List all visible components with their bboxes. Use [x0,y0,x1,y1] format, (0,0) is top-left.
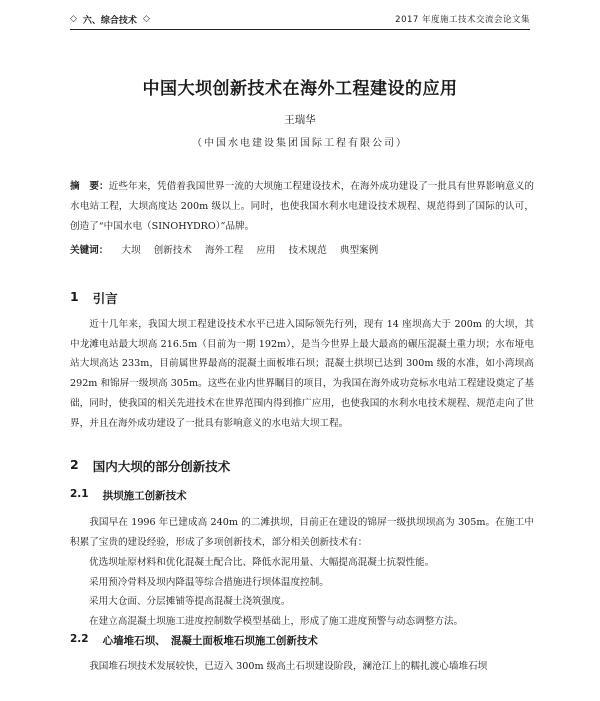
author-name: 王瑞华 [284,114,316,126]
keyword: 典型案例 [339,245,379,256]
paper-title: 中国大坝创新技术在海外工程建设的应用 [142,79,458,99]
abstract-text: 近些年来，凭借着我国世界一流的大坝施工程建设技术，在海外成功建设了一批具有世界影响意义的水电站工程，大坝高度达 200m 级以上。同时，也使我国水利水电建设技术规程、规范得到了国际的认可，创造了“中国水电（SINOHYDRO）”品牌。 [70,181,535,232]
author-affiliation: （中国水电建设集团国际工程有限公司） [192,138,408,149]
keyword: 应用 [256,245,276,256]
section-title: 国内大坝的部分创新技术 [92,459,231,474]
header-section-label [70,13,150,26]
keywords-label: 关键词： [70,245,109,256]
section-number: 2 [70,457,79,472]
header-divider [70,29,530,30]
subsection-number: 2.2 [70,633,89,645]
keywords [70,242,534,256]
list-item: 采用大仓面、分层摊铺等提高混凝土浇筑强度。 [89,596,291,607]
arch-dam-paragraph: 我国早在 1996 年已建成高 240m 的二滩拱坝，目前正在建设的锦屏一级拱坝坝高为 305m。在施工中积累了宝贵的建设经验，形成了多项创新技术，部分相关创新技术有： [70,517,534,548]
abstract-label: 摘 要： [70,181,109,192]
keyword: 创新技术 [153,245,192,256]
section-heading-introduction [70,289,118,307]
diamond-icon: ◇ [70,14,77,24]
keyword: 海外工程 [204,245,244,256]
list-item: 采用预冷骨料及坝内降温等综合措施进行坝体温度控制。 [89,576,329,588]
rockfill-dam-paragraph: 我国堆石坝技术发展较快，已迈入 300m 级高土石坝建设阶段，澜沧江上的糯扎渡心墙堆石坝 [89,661,488,672]
header-journal-title: 2017 年度施工技术交流会论文集 [395,15,530,25]
subsection-heading-arch-dam [70,488,187,503]
abstract [70,177,534,237]
section-number: 1 [70,289,79,304]
running-header [70,10,530,28]
list-item: 优选坝址原材料和优化混凝土配合比、降低水泥用量、大幅提高混凝土抗裂性能。 [89,557,435,568]
arch-dam-innovation-list [70,553,534,631]
diamond-icon: ◇ [142,14,150,24]
header-section-text: 六、综合技术 [82,15,137,26]
list-item: 在建立高混凝土坝施工进度控制数学模型基础上，形成了施工进度预警与动态调整方法。 [89,615,464,627]
section-heading-innovation [70,457,230,475]
section-title: 引言 [92,291,118,306]
subsection-number: 2.1 [70,488,89,500]
introduction-paragraph: 近十几年来，我国大坝工程建设技术水平已进入国际领先行列，现有 14 座坝高大于 200m 的大坝，其中龙滩电站最大坝高 216.5m（目前为一期 192m），是当今世界上最大最高的碾压混凝土重力坝；水布垭电站大坝高达 233m，目前属世界最高的混凝土面板堆石坝；混凝土拱坝已达到 300m 级的水准，如小湾坝高 292m 和锦屏一级坝高 305m。这些在业内世界瞩目的项目，为我国在海外成功竞标水电站工程建设奠定了基础，同时，使我国的相关先进技术在世界范围内得到推广应用，也使我国的水利水电技术规程、规范走向了世界，并且在海外成功建设了一批具有影响意义的水电站大坝工程。 [70,319,534,429]
subsection-title: 拱坝施工创新技术 [102,490,187,502]
keyword: 技术规范 [288,245,327,256]
subsection-heading-rockfill-dam [70,633,318,648]
subsection-title: 心墙堆石坝、 混凝土面板堆石坝施工创新技术 [102,635,318,647]
keyword: 大坝 [121,245,141,256]
